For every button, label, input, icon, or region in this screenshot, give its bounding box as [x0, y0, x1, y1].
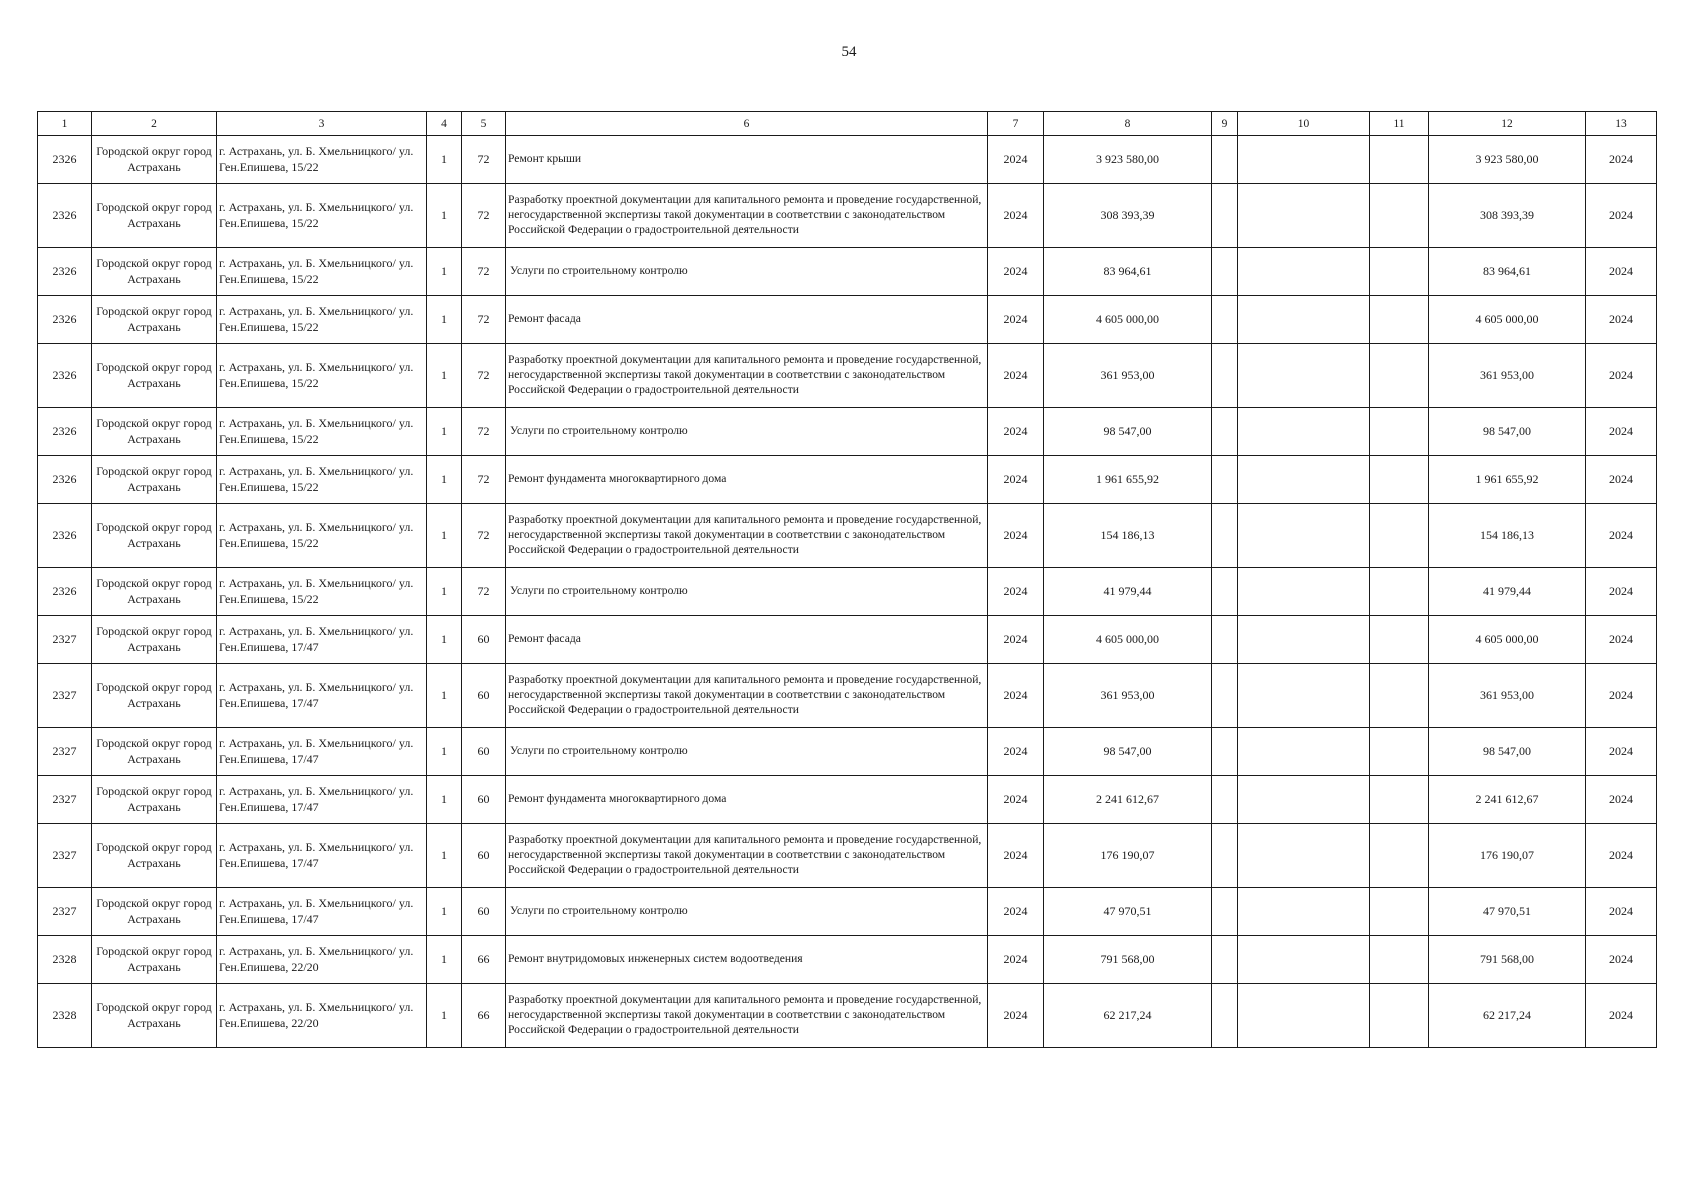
- table-body: [38, 136, 1657, 1048]
- cell-col12: 83 964,61: [1429, 248, 1586, 296]
- cell-cost: 3 923 580,00: [1044, 136, 1212, 184]
- cell-year: 2024: [988, 344, 1044, 408]
- cell-col13: 2024: [1586, 456, 1657, 504]
- cell-col13: 2024: [1586, 936, 1657, 984]
- cell-col12: 1 961 655,92: [1429, 456, 1586, 504]
- cell-col4: 1: [427, 456, 462, 504]
- cell-house-id: 2327: [38, 776, 92, 824]
- cell-address: г. Астрахань, ул. Б. Хмельницкого/ ул. Ген.Епишева, 15/22: [217, 136, 427, 184]
- cell-col5: 66: [462, 984, 506, 1048]
- cell-year: 2024: [988, 824, 1044, 888]
- cell-municipality: Городской округ город Астрахань: [92, 776, 217, 824]
- col-header-10: 10: [1238, 112, 1370, 136]
- cell-col11: [1370, 248, 1429, 296]
- cell-col9: [1212, 888, 1238, 936]
- cell-municipality: Городской округ город Астрахань: [92, 568, 217, 616]
- cell-house-id: 2326: [38, 504, 92, 568]
- cell-col12: 98 547,00: [1429, 728, 1586, 776]
- cell-cost: 176 190,07: [1044, 824, 1212, 888]
- cell-col5: 72: [462, 504, 506, 568]
- column-number-header: [38, 112, 1657, 136]
- cell-col5: 66: [462, 936, 506, 984]
- cell-address: г. Астрахань, ул. Б. Хмельницкого/ ул. Ген.Епишева, 15/22: [217, 456, 427, 504]
- cell-col9: [1212, 456, 1238, 504]
- cell-municipality: Городской округ город Астрахань: [92, 888, 217, 936]
- cell-address: г. Астрахань, ул. Б. Хмельницкого/ ул. Ген.Епишева, 15/22: [217, 296, 427, 344]
- capital-repair-table: [37, 111, 1657, 1048]
- cell-col5: 60: [462, 776, 506, 824]
- cell-col13: 2024: [1586, 728, 1657, 776]
- cell-col11: [1370, 616, 1429, 664]
- cell-year: 2024: [988, 568, 1044, 616]
- cell-municipality: Городской округ город Астрахань: [92, 296, 217, 344]
- cell-col5: 60: [462, 664, 506, 728]
- cell-cost: 98 547,00: [1044, 728, 1212, 776]
- cell-col13: 2024: [1586, 344, 1657, 408]
- cell-col9: [1212, 136, 1238, 184]
- cell-cost: 1 961 655,92: [1044, 456, 1212, 504]
- col-header-3: 3: [217, 112, 427, 136]
- col-header-11: 11: [1370, 112, 1429, 136]
- table-row: [38, 504, 1657, 568]
- table-row: [38, 616, 1657, 664]
- cell-work-type: Разработку проектной документации для капитального ремонта и проведение государственной, негосударственной экспертизы такой документации в соответствии с законодательством Российской Федерации о градостроительной деятельности: [506, 184, 988, 248]
- cell-cost: 4 605 000,00: [1044, 296, 1212, 344]
- col-header-9: 9: [1212, 112, 1238, 136]
- cell-work-type: Разработку проектной документации для капитального ремонта и проведение государственной, негосударственной экспертизы такой документации в соответствии с законодательством Российской Федерации о градостроительной деятельности: [506, 984, 988, 1048]
- cell-col4: 1: [427, 296, 462, 344]
- cell-col11: [1370, 984, 1429, 1048]
- cell-col10: [1238, 344, 1370, 408]
- cell-col11: [1370, 344, 1429, 408]
- cell-cost: 2 241 612,67: [1044, 776, 1212, 824]
- cell-col9: [1212, 776, 1238, 824]
- cell-col10: [1238, 408, 1370, 456]
- cell-year: 2024: [988, 504, 1044, 568]
- table-row: [38, 936, 1657, 984]
- cell-col11: [1370, 728, 1429, 776]
- cell-col4: 1: [427, 888, 462, 936]
- cell-col5: 72: [462, 248, 506, 296]
- cell-house-id: 2326: [38, 248, 92, 296]
- table-row: [38, 888, 1657, 936]
- cell-year: 2024: [988, 888, 1044, 936]
- cell-work-type: Разработку проектной документации для капитального ремонта и проведение государственной, негосударственной экспертизы такой документации в соответствии с законодательством Российской Федерации о градостроительной деятельности: [506, 824, 988, 888]
- cell-col12: 791 568,00: [1429, 936, 1586, 984]
- cell-cost: 308 393,39: [1044, 184, 1212, 248]
- cell-col10: [1238, 728, 1370, 776]
- cell-col11: [1370, 664, 1429, 728]
- cell-col4: 1: [427, 504, 462, 568]
- cell-col5: 72: [462, 136, 506, 184]
- col-header-1: 1: [38, 112, 92, 136]
- cell-address: г. Астрахань, ул. Б. Хмельницкого/ ул. Ген.Епишева, 15/22: [217, 568, 427, 616]
- cell-col5: 72: [462, 408, 506, 456]
- cell-col12: 4 605 000,00: [1429, 296, 1586, 344]
- cell-col4: 1: [427, 984, 462, 1048]
- cell-year: 2024: [988, 984, 1044, 1048]
- cell-col9: [1212, 616, 1238, 664]
- cell-col10: [1238, 504, 1370, 568]
- cell-col9: [1212, 248, 1238, 296]
- cell-col10: [1238, 248, 1370, 296]
- cell-work-type: Услуги по строительному контролю: [506, 728, 988, 776]
- cell-col11: [1370, 888, 1429, 936]
- cell-col5: 72: [462, 456, 506, 504]
- table-row: [38, 408, 1657, 456]
- cell-col10: [1238, 776, 1370, 824]
- cell-work-type: Услуги по строительному контролю: [506, 408, 988, 456]
- cell-house-id: 2326: [38, 568, 92, 616]
- cell-col9: [1212, 984, 1238, 1048]
- cell-col12: 47 970,51: [1429, 888, 1586, 936]
- cell-col10: [1238, 664, 1370, 728]
- cell-municipality: Городской округ город Астрахань: [92, 456, 217, 504]
- cell-year: 2024: [988, 664, 1044, 728]
- cell-work-type: Разработку проектной документации для капитального ремонта и проведение государственной, негосударственной экспертизы такой документации в соответствии с законодательством Российской Федерации о градостроительной деятельности: [506, 504, 988, 568]
- col-header-8: 8: [1044, 112, 1212, 136]
- cell-col10: [1238, 136, 1370, 184]
- cell-house-id: 2327: [38, 616, 92, 664]
- cell-house-id: 2326: [38, 408, 92, 456]
- cell-municipality: Городской округ город Астрахань: [92, 136, 217, 184]
- col-header-2: 2: [92, 112, 217, 136]
- cell-cost: 47 970,51: [1044, 888, 1212, 936]
- table-row: [38, 664, 1657, 728]
- cell-work-type: Услуги по строительному контролю: [506, 888, 988, 936]
- cell-address: г. Астрахань, ул. Б. Хмельницкого/ ул. Ген.Епишева, 15/22: [217, 184, 427, 248]
- cell-cost: 361 953,00: [1044, 344, 1212, 408]
- cell-col4: 1: [427, 664, 462, 728]
- cell-col12: 361 953,00: [1429, 664, 1586, 728]
- cell-col4: 1: [427, 824, 462, 888]
- cell-year: 2024: [988, 456, 1044, 504]
- cell-col12: 154 186,13: [1429, 504, 1586, 568]
- cell-col13: 2024: [1586, 408, 1657, 456]
- cell-col11: [1370, 296, 1429, 344]
- cell-col12: 2 241 612,67: [1429, 776, 1586, 824]
- cell-col5: 72: [462, 296, 506, 344]
- cell-col9: [1212, 824, 1238, 888]
- cell-year: 2024: [988, 248, 1044, 296]
- cell-address: г. Астрахань, ул. Б. Хмельницкого/ ул. Ген.Епишева, 17/47: [217, 776, 427, 824]
- cell-col4: 1: [427, 936, 462, 984]
- table-row: [38, 728, 1657, 776]
- table-row: [38, 344, 1657, 408]
- cell-col12: 41 979,44: [1429, 568, 1586, 616]
- cell-col13: 2024: [1586, 984, 1657, 1048]
- cell-house-id: 2326: [38, 456, 92, 504]
- cell-col11: [1370, 824, 1429, 888]
- page-number: 54: [841, 44, 857, 60]
- cell-col10: [1238, 616, 1370, 664]
- cell-col9: [1212, 408, 1238, 456]
- cell-col4: 1: [427, 248, 462, 296]
- cell-col10: [1238, 296, 1370, 344]
- cell-cost: 41 979,44: [1044, 568, 1212, 616]
- cell-cost: 791 568,00: [1044, 936, 1212, 984]
- cell-municipality: Городской округ город Астрахань: [92, 184, 217, 248]
- cell-col10: [1238, 824, 1370, 888]
- cell-col5: 60: [462, 728, 506, 776]
- cell-col12: 3 923 580,00: [1429, 136, 1586, 184]
- cell-col5: 60: [462, 616, 506, 664]
- cell-col13: 2024: [1586, 664, 1657, 728]
- cell-col11: [1370, 776, 1429, 824]
- table-row: [38, 136, 1657, 184]
- cell-col13: 2024: [1586, 888, 1657, 936]
- cell-col10: [1238, 888, 1370, 936]
- cell-col9: [1212, 936, 1238, 984]
- cell-col9: [1212, 568, 1238, 616]
- table-row: [38, 984, 1657, 1048]
- cell-municipality: Городской округ город Астрахань: [92, 248, 217, 296]
- cell-address: г. Астрахань, ул. Б. Хмельницкого/ ул. Ген.Епишева, 17/47: [217, 824, 427, 888]
- cell-col9: [1212, 504, 1238, 568]
- cell-year: 2024: [988, 936, 1044, 984]
- cell-address: г. Астрахань, ул. Б. Хмельницкого/ ул. Ген.Епишева, 17/47: [217, 888, 427, 936]
- cell-address: г. Астрахань, ул. Б. Хмельницкого/ ул. Ген.Епишева, 17/47: [217, 616, 427, 664]
- cell-house-id: 2327: [38, 728, 92, 776]
- cell-work-type: Услуги по строительному контролю: [506, 568, 988, 616]
- cell-address: г. Астрахань, ул. Б. Хмельницкого/ ул. Ген.Епишева, 15/22: [217, 344, 427, 408]
- col-header-6: 6: [506, 112, 988, 136]
- cell-col4: 1: [427, 136, 462, 184]
- cell-col13: 2024: [1586, 504, 1657, 568]
- table-row: [38, 296, 1657, 344]
- cell-year: 2024: [988, 184, 1044, 248]
- cell-municipality: Городской округ город Астрахань: [92, 504, 217, 568]
- cell-cost: 4 605 000,00: [1044, 616, 1212, 664]
- cell-cost: 83 964,61: [1044, 248, 1212, 296]
- cell-work-type: Ремонт внутридомовых инженерных систем водоотведения: [506, 936, 988, 984]
- cell-col11: [1370, 568, 1429, 616]
- cell-address: г. Астрахань, ул. Б. Хмельницкого/ ул. Ген.Епишева, 15/22: [217, 504, 427, 568]
- cell-col5: 60: [462, 888, 506, 936]
- cell-col9: [1212, 296, 1238, 344]
- cell-cost: 154 186,13: [1044, 504, 1212, 568]
- cell-work-type: Ремонт фасада: [506, 616, 988, 664]
- cell-house-id: 2327: [38, 888, 92, 936]
- table-row: [38, 776, 1657, 824]
- cell-municipality: Городской округ город Астрахань: [92, 936, 217, 984]
- table-row: [38, 824, 1657, 888]
- cell-col12: 62 217,24: [1429, 984, 1586, 1048]
- cell-col10: [1238, 184, 1370, 248]
- cell-address: г. Астрахань, ул. Б. Хмельницкого/ ул. Ген.Епишева, 15/22: [217, 248, 427, 296]
- cell-municipality: Городской округ город Астрахань: [92, 344, 217, 408]
- cell-col4: 1: [427, 616, 462, 664]
- cell-col4: 1: [427, 728, 462, 776]
- cell-year: 2024: [988, 136, 1044, 184]
- cell-address: г. Астрахань, ул. Б. Хмельницкого/ ул. Ген.Епишева, 17/47: [217, 728, 427, 776]
- cell-house-id: 2328: [38, 936, 92, 984]
- cell-year: 2024: [988, 776, 1044, 824]
- cell-col4: 1: [427, 568, 462, 616]
- cell-work-type: Разработку проектной документации для капитального ремонта и проведение государственной, негосударственной экспертизы такой документации в соответствии с законодательством Российской Федерации о градостроительной деятельности: [506, 664, 988, 728]
- cell-col13: 2024: [1586, 824, 1657, 888]
- cell-col11: [1370, 504, 1429, 568]
- cell-col12: 4 605 000,00: [1429, 616, 1586, 664]
- cell-address: г. Астрахань, ул. Б. Хмельницкого/ ул. Ген.Епишева, 22/20: [217, 936, 427, 984]
- table-row: [38, 568, 1657, 616]
- cell-municipality: Городской округ город Астрахань: [92, 824, 217, 888]
- cell-col12: 98 547,00: [1429, 408, 1586, 456]
- cell-work-type: Ремонт крыши: [506, 136, 988, 184]
- cell-col10: [1238, 456, 1370, 504]
- cell-col13: 2024: [1586, 776, 1657, 824]
- cell-work-type: Разработку проектной документации для капитального ремонта и проведение государственной, негосударственной экспертизы такой документации в соответствии с законодательством Российской Федерации о градостроительной деятельности: [506, 344, 988, 408]
- cell-work-type: Ремонт фасада: [506, 296, 988, 344]
- cell-col12: 361 953,00: [1429, 344, 1586, 408]
- col-header-13: 13: [1586, 112, 1657, 136]
- cell-work-type: Ремонт фундамента многоквартирного дома: [506, 776, 988, 824]
- cell-year: 2024: [988, 296, 1044, 344]
- cell-col9: [1212, 728, 1238, 776]
- cell-col11: [1370, 408, 1429, 456]
- cell-col11: [1370, 136, 1429, 184]
- cell-house-id: 2327: [38, 664, 92, 728]
- cell-house-id: 2326: [38, 136, 92, 184]
- table-row: [38, 248, 1657, 296]
- col-header-7: 7: [988, 112, 1044, 136]
- cell-col10: [1238, 936, 1370, 984]
- cell-address: г. Астрахань, ул. Б. Хмельницкого/ ул. Ген.Епишева, 17/47: [217, 664, 427, 728]
- col-header-12: 12: [1429, 112, 1586, 136]
- cell-year: 2024: [988, 408, 1044, 456]
- cell-col12: 308 393,39: [1429, 184, 1586, 248]
- cell-col9: [1212, 664, 1238, 728]
- cell-municipality: Городской округ город Астрахань: [92, 408, 217, 456]
- cell-col9: [1212, 344, 1238, 408]
- cell-cost: 62 217,24: [1044, 984, 1212, 1048]
- cell-year: 2024: [988, 728, 1044, 776]
- cell-col13: 2024: [1586, 136, 1657, 184]
- cell-municipality: Городской округ город Астрахань: [92, 664, 217, 728]
- cell-col12: 176 190,07: [1429, 824, 1586, 888]
- cell-house-id: 2326: [38, 184, 92, 248]
- cell-work-type: Услуги по строительному контролю: [506, 248, 988, 296]
- table-row: [38, 456, 1657, 504]
- cell-municipality: Городской округ город Астрахань: [92, 728, 217, 776]
- cell-house-id: 2328: [38, 984, 92, 1048]
- cell-col9: [1212, 184, 1238, 248]
- col-header-5: 5: [462, 112, 506, 136]
- cell-col4: 1: [427, 408, 462, 456]
- cell-municipality: Городской округ город Астрахань: [92, 984, 217, 1048]
- cell-cost: 98 547,00: [1044, 408, 1212, 456]
- cell-col13: 2024: [1586, 568, 1657, 616]
- cell-municipality: Городской округ город Астрахань: [92, 616, 217, 664]
- cell-col10: [1238, 984, 1370, 1048]
- cell-col5: 60: [462, 824, 506, 888]
- cell-col5: 72: [462, 568, 506, 616]
- cell-col11: [1370, 936, 1429, 984]
- col-header-4: 4: [427, 112, 462, 136]
- cell-col5: 72: [462, 184, 506, 248]
- cell-col13: 2024: [1586, 616, 1657, 664]
- table-row: [38, 184, 1657, 248]
- cell-col4: 1: [427, 184, 462, 248]
- cell-year: 2024: [988, 616, 1044, 664]
- cell-col11: [1370, 184, 1429, 248]
- cell-address: г. Астрахань, ул. Б. Хмельницкого/ ул. Ген.Епишева, 15/22: [217, 408, 427, 456]
- cell-col4: 1: [427, 344, 462, 408]
- cell-col13: 2024: [1586, 184, 1657, 248]
- cell-col13: 2024: [1586, 248, 1657, 296]
- cell-col13: 2024: [1586, 296, 1657, 344]
- cell-col10: [1238, 568, 1370, 616]
- cell-col4: 1: [427, 776, 462, 824]
- cell-work-type: Ремонт фундамента многоквартирного дома: [506, 456, 988, 504]
- cell-col5: 72: [462, 344, 506, 408]
- cell-col11: [1370, 456, 1429, 504]
- cell-house-id: 2327: [38, 824, 92, 888]
- cell-house-id: 2326: [38, 344, 92, 408]
- cell-address: г. Астрахань, ул. Б. Хмельницкого/ ул. Ген.Епишева, 22/20: [217, 984, 427, 1048]
- cell-cost: 361 953,00: [1044, 664, 1212, 728]
- cell-house-id: 2326: [38, 296, 92, 344]
